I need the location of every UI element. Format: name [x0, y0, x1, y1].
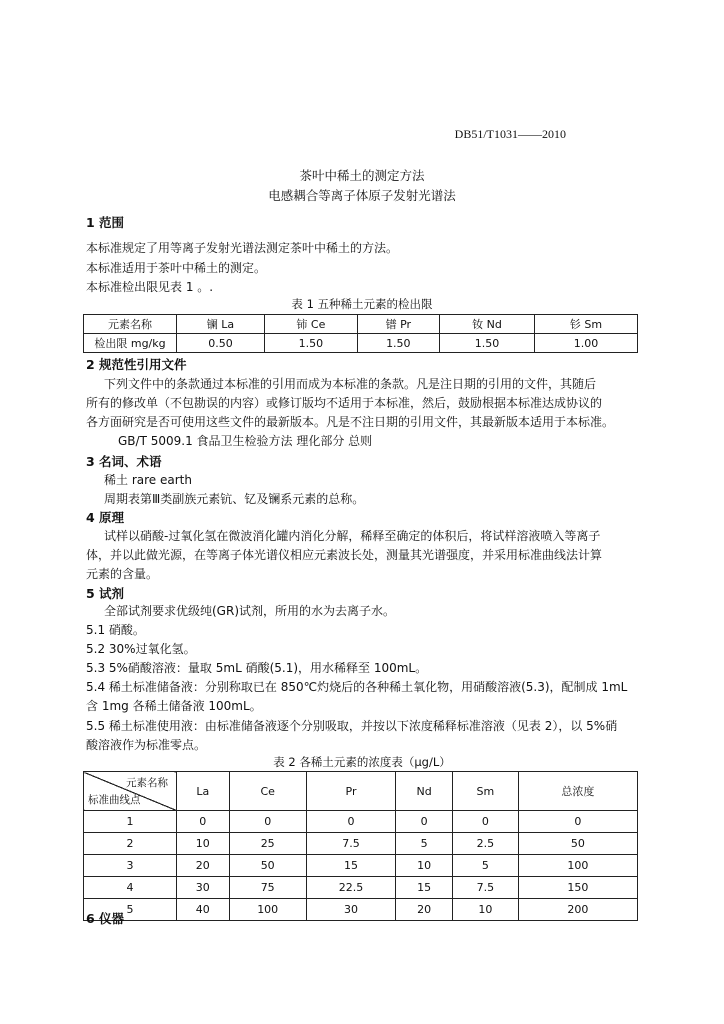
- table-cell: 1.00: [535, 334, 638, 353]
- table-cell: 50: [518, 833, 637, 855]
- table-cell: 5: [396, 833, 453, 855]
- table-cell: 3: [84, 855, 177, 877]
- paragraph-line: 5.3 5%硝酸溶液：量取 5mL 硝酸(5.1)，用水稀释至 100mL。: [86, 661, 428, 675]
- detection-limit-table: [83, 314, 638, 353]
- table-cell: 25: [229, 833, 306, 855]
- section-heading-scope: 1 范围: [86, 215, 125, 230]
- standard-number: DB51/T1031——2010: [454, 127, 566, 141]
- table-cell: 4: [84, 877, 177, 899]
- table-cell: 75: [229, 877, 306, 899]
- section-heading-terms: 3 名词、术语: [86, 454, 162, 469]
- term-definition: 稀土 rare earth: [104, 473, 192, 487]
- reference-standard: GB/T 5009.1 食品卫生检验方法 理化部分 总则: [118, 434, 373, 448]
- document-title: 茶叶中稀土的测定方法: [299, 168, 425, 183]
- table-header-cell: Nd: [396, 772, 453, 811]
- table-cell: 0: [453, 811, 519, 833]
- table-cell: 40: [177, 899, 230, 921]
- table-header-cell: 镨 Pr: [357, 315, 439, 334]
- table-cell: 10: [177, 833, 230, 855]
- table-cell: 0: [518, 811, 637, 833]
- section-heading-apparatus: 6 仪器: [86, 911, 125, 926]
- table-cell: 1.50: [439, 334, 534, 353]
- paragraph-line: 试样以硝酸-过氧化氢在微波消化罐内消化分解，稀释至确定的体积后，将试样溶液喷入等离子: [104, 529, 601, 543]
- paragraph-line: 酸溶液作为标准零点。: [86, 738, 207, 752]
- table-cell: 0: [396, 811, 453, 833]
- paragraph-line: 本标准规定了用等离子发射光谱法测定茶叶中稀土的方法。: [86, 241, 399, 255]
- table-cell: 1.50: [357, 334, 439, 353]
- table-header-cell: 元素名称: [84, 315, 177, 334]
- table-cell: 15: [396, 877, 453, 899]
- paragraph-line: 本标准检出限见表 1 。.: [86, 280, 214, 294]
- table-cell: 0: [177, 811, 230, 833]
- table-header-cell: La: [177, 772, 230, 811]
- table-cell: 50: [229, 855, 306, 877]
- table-cell: 5: [84, 899, 177, 921]
- table-cell: 5: [453, 855, 519, 877]
- table-header-cell: Sm: [453, 772, 519, 811]
- table-cell: 15: [306, 855, 395, 877]
- table-cell: 1: [84, 811, 177, 833]
- table-cell: 100: [518, 855, 637, 877]
- table-2-caption: 表 2 各稀土元素的浓度表（μg/L）: [273, 755, 451, 769]
- table-header-cell: 铈 Ce: [264, 315, 357, 334]
- table-header-cell: 镧 La: [177, 315, 265, 334]
- table-cell: 20: [396, 899, 453, 921]
- table-row: [84, 877, 638, 899]
- table-cell: 10: [396, 855, 453, 877]
- table-cell: 检出限 mg/kg: [84, 334, 177, 353]
- table-row: [84, 334, 638, 353]
- paragraph-line: 所有的修改单（不包勘误的内容）或修订版均不适用于本标准，然后，鼓励根据本标准达成协议的: [86, 396, 603, 410]
- paragraph-line: 本标准适用于茶叶中稀土的测定。: [86, 261, 267, 275]
- table-header-row: [84, 772, 638, 811]
- table-cell: 2: [84, 833, 177, 855]
- document-subtitle: 电感耦合等离子体原子发射光谱法: [268, 188, 456, 203]
- paragraph-line: 周期表第Ⅲ类副族元素钪、钇及镧系元素的总称。: [104, 492, 365, 506]
- table-header-row: [84, 315, 638, 334]
- table-cell: 2.5: [453, 833, 519, 855]
- section-heading-references: 2 规范性引用文件: [86, 357, 187, 372]
- paragraph-line: 5.4 稀土标准储备液：分别称取已在 850℃灼烧后的各种稀土氧化物，用硝酸溶液(5.3)，配制成 1mL: [86, 680, 628, 694]
- table-cell: 20: [177, 855, 230, 877]
- table-cell: 22.5: [306, 877, 395, 899]
- section-heading-reagents: 5 试剂: [86, 586, 125, 601]
- corner-label-curve-point: 标准曲线点: [88, 794, 141, 806]
- table-header-cell: 总浓度: [518, 772, 637, 811]
- table-row: [84, 899, 638, 921]
- concentration-table: [83, 771, 638, 921]
- table-row: [84, 811, 638, 833]
- table-1-caption: 表 1 五种稀土元素的检出限: [291, 297, 433, 311]
- table-cell: 100: [229, 899, 306, 921]
- table-cell: 0: [306, 811, 395, 833]
- table-cell: 0.50: [177, 334, 265, 353]
- table-cell: 1.50: [264, 334, 357, 353]
- paragraph-line: 元素的含量。: [86, 567, 159, 581]
- paragraph-line: 下列文件中的条款通过本标准的引用而成为本标准的条款。凡是注日期的引用的文件，其随后: [104, 377, 597, 391]
- paragraph-line: 全部试剂要求优级纯(GR)试剂，所用的水为去离子水。: [104, 604, 396, 618]
- corner-label-element: 元素名称: [126, 777, 168, 789]
- table-header-cell: 钐 Sm: [535, 315, 638, 334]
- paragraph-line: 含 1mg 各稀土储备液 100mL。: [86, 699, 262, 713]
- paragraph-line: 5.5 稀土标准使用液：由标准储备液逐个分别吸取，并按以下浓度稀释标准溶液（见表 2），以 5%硝: [86, 719, 618, 733]
- table-cell: 0: [229, 811, 306, 833]
- table-cell: 10: [453, 899, 519, 921]
- table-row: [84, 833, 638, 855]
- table-header-cell: Pr: [306, 772, 395, 811]
- table-corner-cell: [84, 772, 177, 811]
- paragraph-line: 5.2 30%过氧化氢。: [86, 642, 196, 656]
- paragraph-line: 各方面研究是否可使用这些文件的最新版本。凡是不注日期的引用文件，其最新版本适用于本标准。: [86, 415, 615, 429]
- table-cell: 7.5: [453, 877, 519, 899]
- table-cell: 150: [518, 877, 637, 899]
- paragraph-line: 5.1 硝酸。: [86, 623, 145, 637]
- table-cell: 30: [306, 899, 395, 921]
- table-header-cell: 钕 Nd: [439, 315, 534, 334]
- table-cell: 200: [518, 899, 637, 921]
- table-header-cell: Ce: [229, 772, 306, 811]
- table-cell: 7.5: [306, 833, 395, 855]
- table-row: [84, 855, 638, 877]
- paragraph-line: 体，并以此做光源，在等离子体光谱仪相应元素波长处，测量其光谱强度，并采用标准曲线法计算: [86, 548, 603, 562]
- section-heading-principle: 4 原理: [86, 510, 125, 525]
- table-cell: 30: [177, 877, 230, 899]
